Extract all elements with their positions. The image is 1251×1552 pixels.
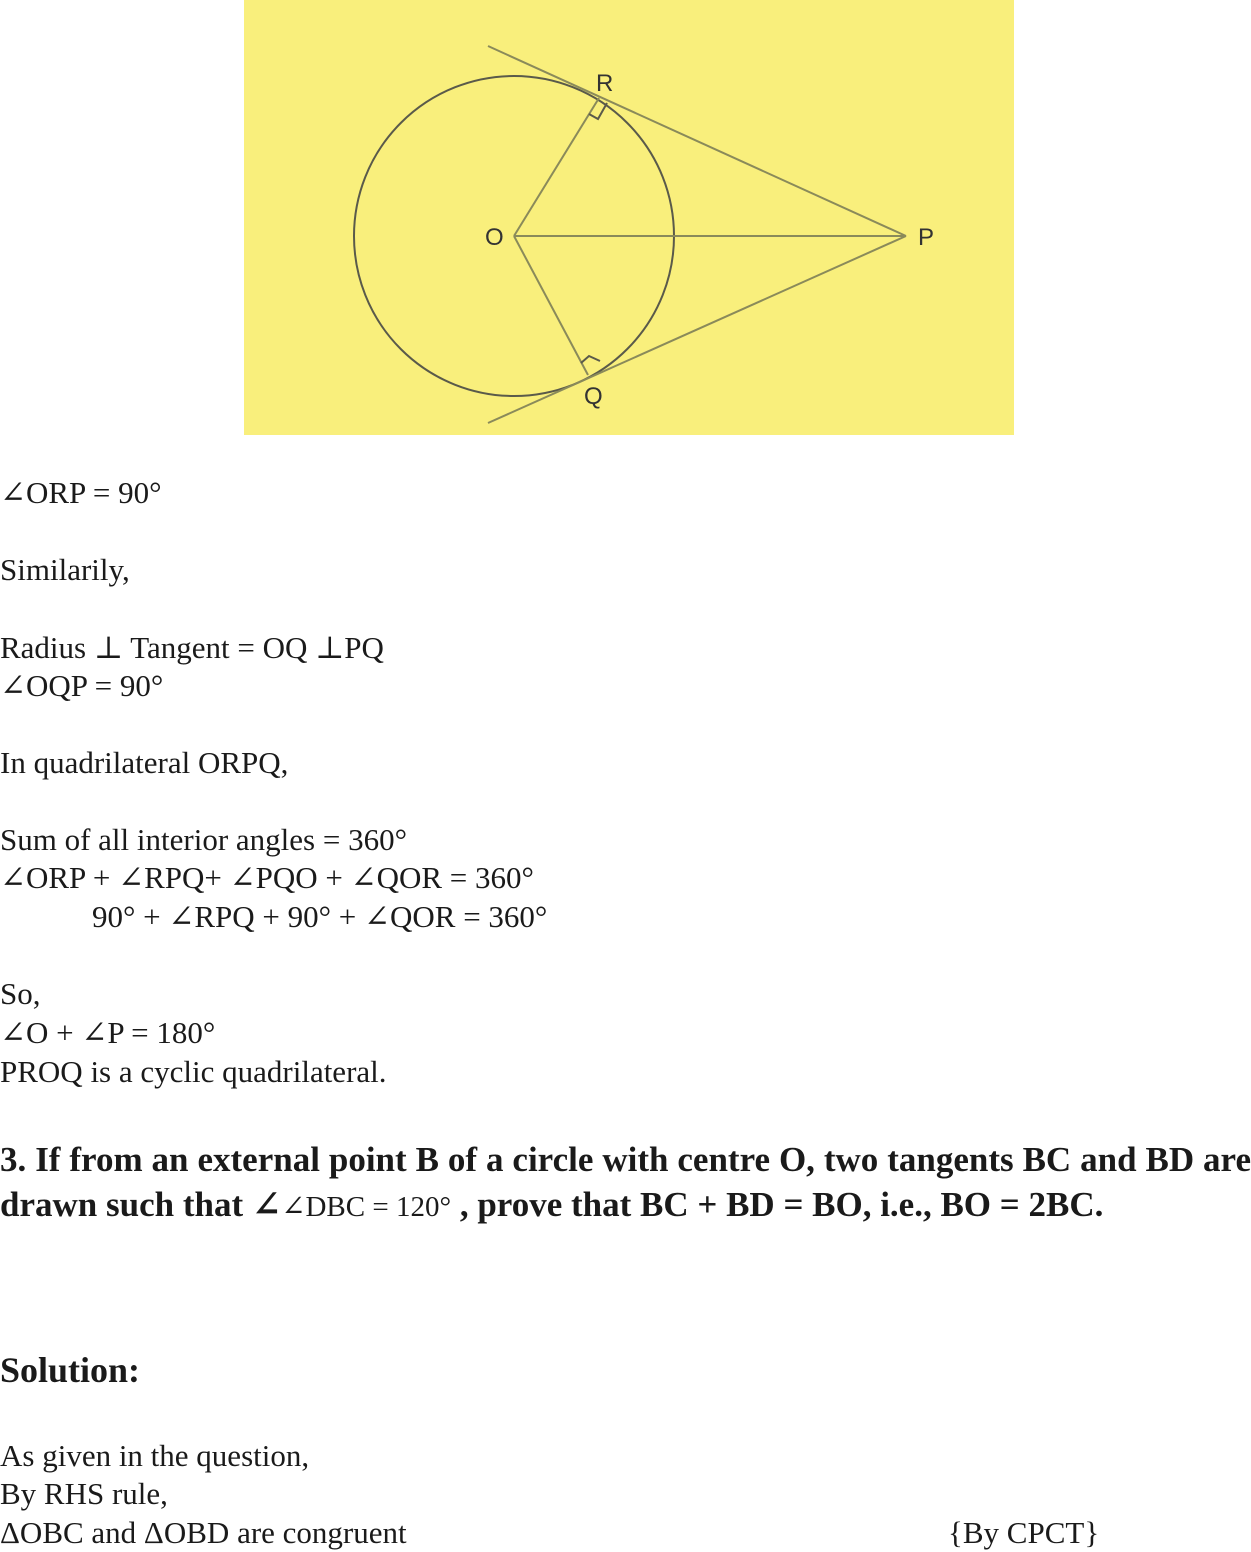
given-line: As given in the question, (0, 1438, 310, 1473)
label-o: O (485, 224, 504, 251)
sum-interior-line: Sum of all interior angles = 360° (0, 822, 407, 857)
label-r: R (596, 70, 614, 97)
label-p: P (918, 224, 935, 251)
question-inline-math: ∠DBC = 120° (281, 1191, 452, 1223)
figure-background (244, 0, 1014, 435)
tangent-circle-figure (244, 0, 1014, 435)
cpct-reason: {By CPCT} (948, 1515, 1100, 1550)
oqp-angle-line: ∠OQP = 90° (0, 668, 164, 703)
angle-sum-equation: ∠ORP + ∠RPQ+ ∠PQO + ∠QOR = 360° (0, 860, 534, 895)
o-plus-p-line: ∠O + ∠P = 180° (0, 1015, 216, 1050)
cyclic-conclusion-line: PROQ is a cyclic quadrilateral. (0, 1054, 387, 1089)
question-text-after: , prove that BC + BD = BO, i.e., BO = 2BC. (451, 1185, 1104, 1224)
so-line: So, (0, 976, 41, 1011)
in-quadrilateral-line: In quadrilateral ORPQ, (0, 745, 289, 780)
solution-heading: Solution: (0, 1350, 141, 1390)
orp-angle-line: ∠ORP = 90° (0, 475, 162, 510)
question-text-before: 3. If from an external point B of a circle with centre O, two tangents BC and BD are drawn such that ∠ (0, 1140, 1251, 1224)
radius-tangent-line: Radius ⊥ Tangent = OQ ⊥PQ (0, 630, 384, 665)
rhs-rule-line: By RHS rule, (0, 1476, 168, 1511)
question-3 (0, 1137, 1251, 1230)
congruent-line: ΔOBC and ΔOBD are congruent (0, 1515, 407, 1550)
figure-canvas (244, 0, 1014, 435)
label-q: Q (584, 383, 603, 410)
substituted-equation: 90° + ∠RPQ + 90° + ∠QOR = 360° (92, 899, 548, 934)
similarly-line: Similarily, (0, 552, 130, 587)
